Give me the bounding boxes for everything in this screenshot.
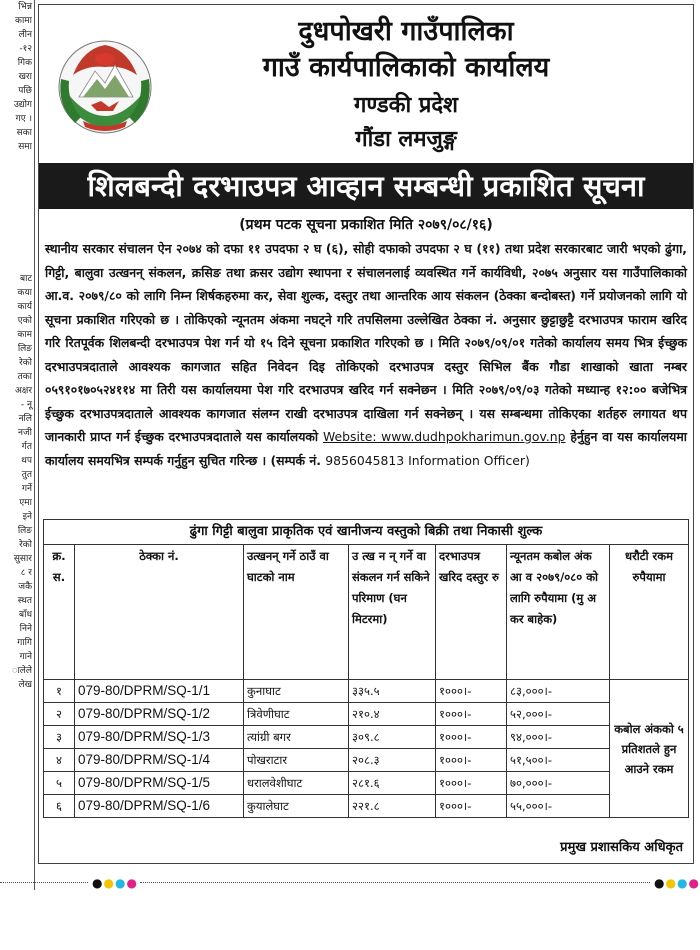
divider-dot: ● [114, 876, 127, 890]
row-min-bid: ९४,०००।- [507, 726, 610, 749]
row-code: 079-80/DPRM/SQ-1/2 [75, 703, 244, 726]
table-row [44, 726, 689, 749]
divider-dots-left [92, 877, 138, 889]
row-place: त्रिवेणीघाट [244, 703, 349, 726]
adjacent-text-line: ालेले [12, 666, 32, 676]
adjacent-text-line: कया [17, 288, 32, 298]
row-sn: ४ [44, 749, 75, 772]
adjacent-text-line: गागि [17, 638, 32, 648]
header-sn: क्र. स. [44, 545, 75, 680]
adjacent-text-line: बाट [19, 274, 32, 284]
adjacent-text-line: लिङ [17, 344, 32, 354]
adjacent-text-line: रेको [19, 540, 32, 550]
website-link[interactable]: Website: www.dudhpokharimun.gov.np [323, 429, 566, 444]
fee-table-wrapper [43, 519, 689, 818]
adjacent-text-line: उद्योग [13, 100, 32, 110]
adjacent-text-line: तुत [21, 470, 32, 480]
publish-date-subtitle: (प्रथम पटक सूचना प्रकाशित मिति २०७९/०८/१६) [239, 217, 493, 233]
province-name: गण्डकी प्रदेश [353, 93, 459, 118]
table-row [44, 772, 689, 795]
body-paragraph-2: हेर्नुहुन वा यस कार्यालयमा कार्यालय समयभित्र सम्पर्क गर्नुहुन सुचित गरिन्छ । (सम्पर्क नं. [45, 429, 687, 468]
divider-dot: ● [688, 876, 700, 890]
adjacent-text-line: रेको [19, 358, 32, 368]
row-code: 079-80/DPRM/SQ-1/6 [75, 795, 244, 818]
adjacent-text-line: नजी [17, 428, 32, 438]
adjacent-text-line: काम [17, 330, 32, 340]
row-code: 079-80/DPRM/SQ-1/3 [75, 726, 244, 749]
adjacent-text-line: सका [16, 128, 32, 138]
divider-dot: ● [92, 876, 104, 890]
row-sn: १ [44, 680, 75, 703]
divider-line-left [0, 882, 88, 883]
adjacent-text-line: समा [18, 142, 32, 152]
row-min-bid: ८३,०००।- [507, 680, 610, 703]
adjacent-text-line: गिक [17, 58, 32, 68]
row-quantity: ३०९.८ [349, 726, 436, 749]
header-code: ठेक्का नं. [75, 545, 244, 680]
contact-phone: 9856045813 Information Officer) [325, 452, 530, 468]
adjacent-text-line: पछि [18, 86, 32, 96]
adjacent-text-line: निने [19, 624, 32, 634]
adjacent-text-line: इने [22, 512, 32, 522]
location-name: गौंडा लमजुङ्ग [355, 127, 457, 152]
adjacent-text-line: ८ र [20, 568, 32, 578]
row-fee: १०००।- [436, 749, 507, 772]
deposit-note: कबोल अंकको ५ प्रतिशतले हुन आउने रकम [610, 680, 689, 818]
divider-dots-right [654, 877, 700, 889]
row-sn: ६ [44, 795, 75, 818]
row-sn: ५ [44, 772, 75, 795]
adjacent-text-line: बाँध [18, 610, 32, 620]
adjacent-text-line: अक्षर [14, 386, 32, 396]
row-min-bid: ५५,०००।- [507, 795, 610, 818]
adjacent-gap [0, 154, 34, 272]
table-row [44, 795, 689, 818]
adjacent-text-line: तका [17, 372, 32, 382]
row-sn: २ [44, 703, 75, 726]
divider-line-middle [140, 882, 650, 883]
public-notice [38, 4, 694, 864]
row-code: 079-80/DPRM/SQ-1/4 [75, 749, 244, 772]
table-row [44, 749, 689, 772]
header-quantity: उ त्ख न न् गर्ने वा संकलन गर्न सकिने परिमाण (घन मिटरमा) [349, 545, 436, 680]
row-min-bid: ५२,०००।- [507, 703, 610, 726]
header-min-bid: न्यूनतम कबोल अंक आ व २०७९/०८० को लागि रुपैयामा (मु अ कर बाहेक) [507, 545, 610, 680]
row-quantity: २८१.६ [349, 772, 436, 795]
row-min-bid: ५१,५००।- [507, 749, 610, 772]
row-quantity: २१०.४ [349, 703, 436, 726]
row-place: कुयालेघाट [244, 795, 349, 818]
row-quantity: २०८.३ [349, 749, 436, 772]
notice-body [45, 237, 687, 472]
adjacent-text-line: -१२ [19, 44, 32, 54]
notice-header [39, 5, 693, 163]
office-name-line1: दुधपोखरी गाउँपालिका [298, 16, 514, 47]
table-header-row [44, 545, 689, 680]
row-fee: १०००।- [436, 795, 507, 818]
adjacent-text-line: भिन्न [18, 2, 32, 12]
divider-dot: ● [654, 876, 666, 890]
fee-table [43, 519, 689, 818]
adjacent-text-line: लेख [18, 680, 32, 690]
row-fee: १०००।- [436, 703, 507, 726]
adjacent-text-line: - नू [20, 400, 32, 410]
row-place: कुनाघाट [244, 680, 349, 703]
page-divider [0, 876, 698, 890]
divider-dot: ● [103, 876, 115, 890]
adjacent-text-line: जकै [18, 582, 32, 592]
row-place: पोखराटार [244, 749, 349, 772]
adjacent-text-line: खरा [18, 72, 32, 82]
row-code: 079-80/DPRM/SQ-1/5 [75, 772, 244, 795]
adjacent-text-line: लीन [18, 30, 32, 40]
row-fee: १०००।- [436, 772, 507, 795]
adjacent-text-line: कामा [15, 16, 32, 26]
adjacent-text-line: गर्ने [21, 484, 32, 494]
adjacent-text-line: नलि [18, 414, 32, 424]
adjacent-text-line: लिङ [17, 526, 32, 536]
row-place: त्यांग्री बगर [244, 726, 349, 749]
table-row [44, 680, 689, 703]
row-fee: १०००।- [436, 726, 507, 749]
header-fee: दरभाउपत्र खरिद दस्तुर रु [436, 545, 507, 680]
office-name-line2: गाउँ कार्यपालिकाको कार्यालय [262, 52, 550, 83]
body-paragraph-1: स्थानीय सरकार संचालन ऐन २०७४ को दफा ११ उपदफा २ घ (६), सोही दफाको उपदफा २ घ (११) तथा प्रदेश सरकारबाट जारी भएको ढुंगा, गिट्टी, बालुवा उत्खनन् संकलन, क्रसिङ तथा क्रसर उद्योग स्थापना र संचालनलाई व्यवस्थित गर्ने कार्यविधी, २०७५ अनुसार यस गाउँपालिकाको आ.व. २०७९/८० को लागि निम्न शिर्षकहरुमा कर, सेवा शुल्क, दस्तुर तथा आन्तरिक आय संकलन (ठेक्का बन्दोबस्त) गर्ने प्रयोजनको लागि यो सूचना प्रकाशित गरिएको छ । तोकिएको न्यूनतम अंकमा नघट्ने गरि तपसिलमा उल्लेखित ठेक्का नं. अनुसार छुट्टाछुट्टै दरभाउपत्र फाराम खरिद गरि रितपूर्वक शिलबन्दी दरभाउपत्र पेश गर्न यो १५ दिने सूचना प्रकाशित गरिएको छ । मिति २०७९/०९/०१ गतेको कार्यालय समय भित्र ईच्छुक दरभाउपत्रदाताले आवश्यक कागजात सहित निवेदन दिइ तोकिएको दरभाउपत्र दस्तुर सिभिल बैंक गौडा शाखाको खाता नम्बर ०५९१०१७०५२४११४ मा तिरी यस कार्यालयमा पेश गरि दरभाउपत्र खरिद गर्न सक्नेछन । मिति २०७९/०९/०३ गतेको मध्यान्ह १२:०० बजेभित्र ईच्छुक दरभाउपत्रदाताले आवश्यक कागजात संलग्न राखी दरभाउपत्र दाखिला गर्न सक्नेछन् । यस सम्बन्धमा तोकिएका शर्तहरु लगायत थप जानकारी प्राप्त गर्न ईच्छुक दरभाउपत्रदाताले यस कार्यालयको [45, 241, 687, 444]
notice-title-banner: शिलबन्दी दरभाउपत्र आव्हान सम्बन्धी प्रकाशित सूचना [39, 163, 693, 209]
table-row [44, 703, 689, 726]
adjacent-text-line: र्गत [21, 442, 32, 452]
header-place: उत्खनन् गर्ने ठाउँ वा घाटको नाम [244, 545, 349, 680]
adjacent-column-text [0, 0, 35, 890]
row-quantity: २२१.८ [349, 795, 436, 818]
adjacent-text-line: स्थत [17, 596, 32, 606]
table-caption: ढुंगा गिट्टी बालुवा प्राकृतिक एवं खानीजन्य वस्तुको बिक्री तथा निकासी शुल्क [44, 520, 689, 545]
divider-dot: ● [676, 876, 689, 890]
row-fee: १०००।- [436, 680, 507, 703]
row-quantity: ३३५.५ [349, 680, 436, 703]
adjacent-text-line: कार्य [17, 302, 32, 312]
row-sn: ३ [44, 726, 75, 749]
divider-dot: ● [665, 876, 677, 890]
adjacent-text-line: सुसार [13, 554, 32, 564]
adjacent-text-line: एमा [19, 498, 32, 508]
divider-dot: ● [126, 876, 138, 890]
nepal-emblem-icon [53, 35, 157, 139]
row-min-bid: ७०,०००।- [507, 772, 610, 795]
adjacent-text-line: एको [17, 316, 32, 326]
adjacent-text-line: गए । [15, 114, 32, 124]
row-code: 079-80/DPRM/SQ-1/1 [75, 680, 244, 703]
header-deposit: धरौटी रकम रुपैयामा [610, 545, 689, 680]
adjacent-text-line: थप [21, 456, 32, 466]
adjacent-text-line: गाने [19, 652, 32, 662]
signatory-title: प्रमुख प्रशासकिय अधिकृत [560, 840, 683, 855]
row-place: धरालवेशीघाट [244, 772, 349, 795]
